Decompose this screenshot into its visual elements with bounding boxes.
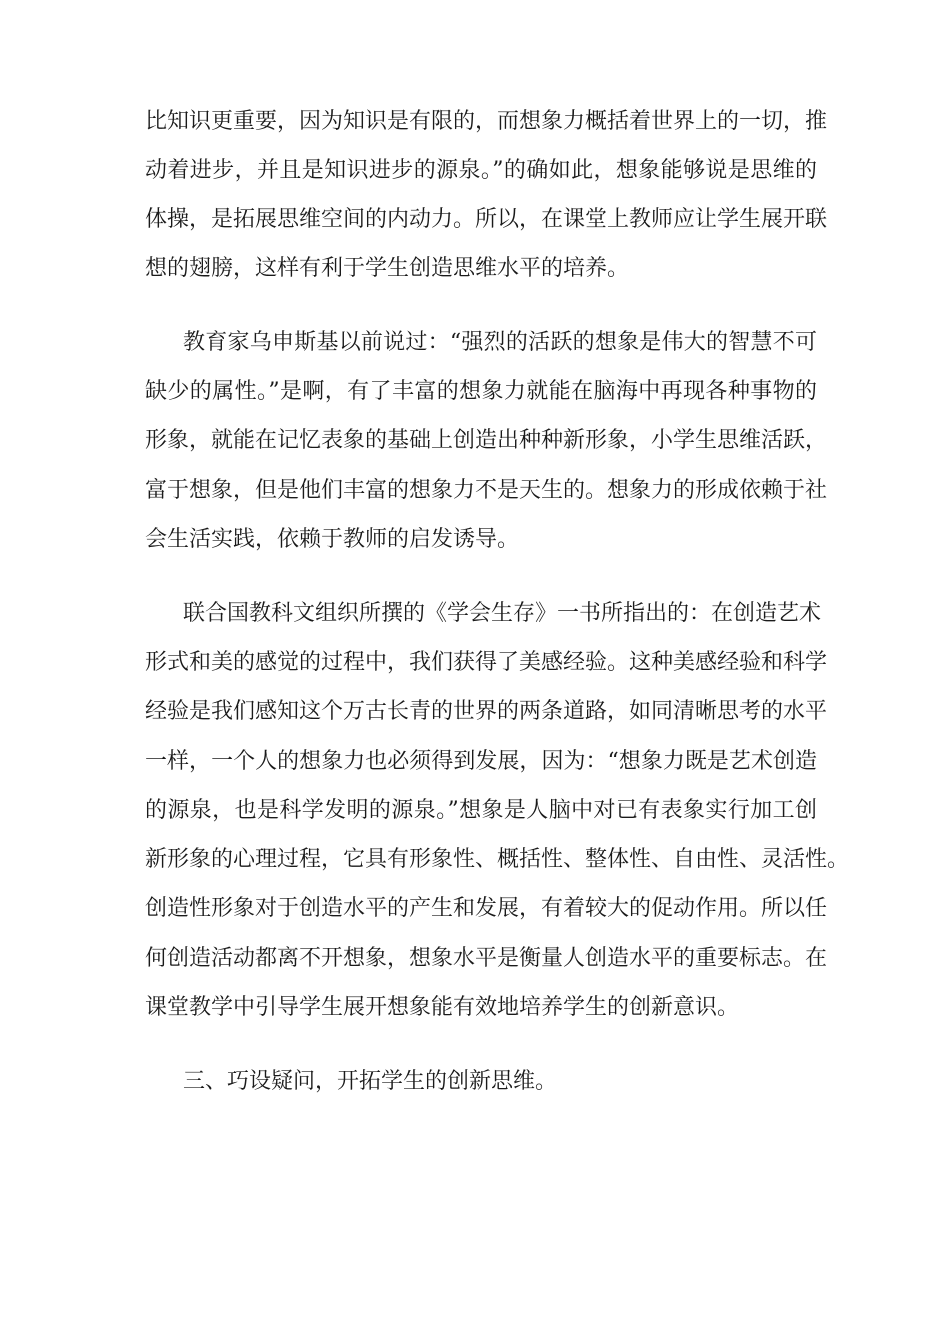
paragraph-2-line-5: 会生活实践，依赖于教师的启发诱导。 xyxy=(145,527,520,552)
paragraph-2-line-3: 形象，就能在记忆表象的基础上创造出种种新形象，小学生思维活跃， xyxy=(145,428,828,453)
paragraph-1-line-1: 比知识更重要，因为知识是有限的，而想象力概括着世界上的一切，推 xyxy=(145,109,828,134)
paragraph-3-line-3: 经验是我们感知这个万古长青的世界的两条道路，如同清晰思考的水平 xyxy=(145,699,828,724)
paragraph-2-line-2: 缺少的属性。”是啊，有了丰富的想象力就能在脑海中再现各种事物的 xyxy=(145,379,817,404)
paragraph-3-line-2: 形式和美的感觉的过程中，我们获得了美感经验。这种美感经验和科学 xyxy=(145,650,828,675)
paragraph-1-line-4: 想的翅膀，这样有利于学生创造思维水平的培养。 xyxy=(145,256,630,281)
paragraph-3-line-8: 何创造活动都离不开想象，想象水平是衡量人创造水平的重要标志。在 xyxy=(145,946,828,971)
paragraph-1-line-3: 体操，是拓展思维空间的内动力。所以，在课堂上教师应让学生展开联 xyxy=(145,207,828,232)
paragraph-3-line-7: 创造性形象对于创造水平的产生和发展，有着较大的促动作用。所以任 xyxy=(145,896,828,921)
paragraph-2-line-1: 教育家乌申斯基以前说过：“强烈的活跃的想象是伟大的智慧不可 xyxy=(183,330,817,355)
paragraph-3-line-4: 一样，一个人的想象力也必须得到发展，因为：“想象力既是艺术创造 xyxy=(145,749,817,774)
paragraph-1-line-2: 动着进步，并且是知识进步的源泉。”的确如此，想象能够说是思维的 xyxy=(145,158,817,183)
paragraph-3-line-5: 的源泉，也是科学发明的源泉。”想象是人脑中对已有表象实行加工创 xyxy=(145,798,817,823)
paragraph-3-line-1: 联合国教科文组织所撰的《学会生存》一书所指出的：在创造艺术 xyxy=(183,601,822,626)
paragraph-3-line-6: 新形象的心理过程，它具有形象性、概括性、整体性、自由性、灵活性。 xyxy=(145,847,850,872)
section-heading-three: 三、巧设疑问，开拓学生的创新思维。 xyxy=(183,1069,558,1094)
paragraph-3-line-9: 课堂教学中引导学生展开想象能有效地培养学生的创新意识。 xyxy=(145,995,740,1020)
paragraph-2-line-4: 富于想象，但是他们丰富的想象力不是天生的。想象力的形成依赖于社 xyxy=(145,478,828,503)
